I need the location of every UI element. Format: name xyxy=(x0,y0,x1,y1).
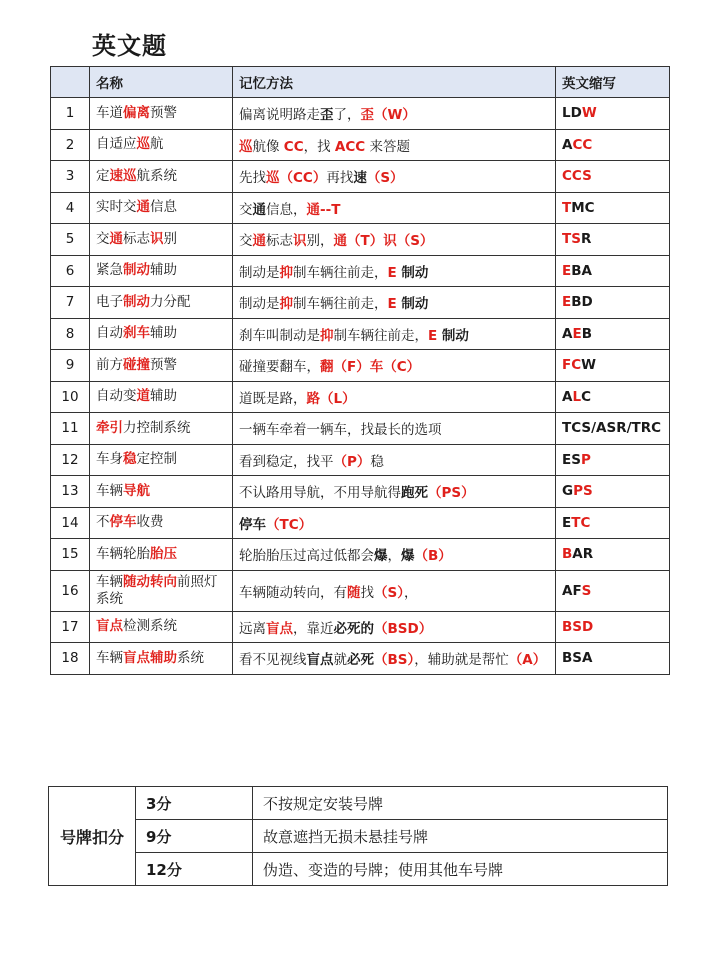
feature-name-seg: 随动转向 xyxy=(123,573,177,590)
feature-name xyxy=(90,539,233,571)
table-row xyxy=(51,161,670,193)
row-number: 18 xyxy=(51,643,90,675)
memory-method xyxy=(233,444,556,476)
feature-name-seg: 车辆 xyxy=(96,482,123,499)
table-row xyxy=(51,287,670,319)
feature-name xyxy=(90,192,233,224)
feature-name xyxy=(90,381,233,413)
header-num xyxy=(51,67,90,98)
row-number: 16 xyxy=(51,570,90,611)
feature-name-seg: 自动变 xyxy=(96,388,137,405)
english-abbreviation-seg: CCS xyxy=(562,168,592,185)
row-number: 7 xyxy=(51,287,90,319)
english-abbreviation-seg: E xyxy=(562,262,572,279)
memory-method xyxy=(233,539,556,571)
english-abbreviation-seg: E xyxy=(572,325,582,342)
english-abbreviation xyxy=(556,98,670,130)
memory-method-seg: 通 xyxy=(252,201,266,218)
table-row xyxy=(51,318,670,350)
penalty-row xyxy=(49,853,668,886)
english-abbreviation xyxy=(556,444,670,476)
feature-name-seg: 别 xyxy=(163,230,177,247)
english-abbreviation-seg: TCS/ASR/TRC xyxy=(562,420,662,437)
row-number: 6 xyxy=(51,255,90,287)
feature-name-seg: 车辆 xyxy=(96,573,123,590)
memory-method-seg: 必死 xyxy=(347,652,374,669)
memory-method xyxy=(233,129,556,161)
memory-method-seg: 制车辆往前走， xyxy=(293,296,388,313)
penalty-points: 9分 xyxy=(136,820,253,853)
memory-method-seg: 制动 xyxy=(437,327,469,344)
memory-method-seg: 爆 xyxy=(374,548,388,565)
memory-method xyxy=(233,224,556,256)
memory-method-seg: （BS） xyxy=(374,652,415,669)
feature-name-seg: 自适应 xyxy=(96,136,137,153)
feature-name xyxy=(90,161,233,193)
english-abbreviation-seg: R xyxy=(580,231,592,248)
penalty-label: 号牌扣分 xyxy=(49,787,136,886)
english-abbreviation-seg: A xyxy=(562,325,573,342)
row-number: 11 xyxy=(51,413,90,445)
table-row xyxy=(51,255,670,287)
memory-method-seg: （P） xyxy=(333,453,371,470)
memory-method-seg: 通 xyxy=(252,233,266,250)
memory-method xyxy=(233,255,556,287)
memory-method-seg: 随 xyxy=(347,584,361,601)
english-abbreviation-seg: C xyxy=(581,388,591,405)
memory-method-seg: 制动是 xyxy=(239,296,280,313)
english-abbreviation xyxy=(556,224,670,256)
abbreviation-table xyxy=(50,66,670,675)
english-abbreviation-seg: AF xyxy=(562,582,582,599)
memory-method-seg: E xyxy=(387,264,397,281)
english-abbreviation-seg: W xyxy=(581,105,597,122)
feature-name-seg: 通 xyxy=(136,199,150,216)
feature-name-seg: 车道 xyxy=(96,104,123,121)
memory-method xyxy=(233,161,556,193)
table-row xyxy=(51,476,670,508)
feature-name xyxy=(90,507,233,539)
feature-name-seg: 自动 xyxy=(96,325,123,342)
memory-method-seg: 停车 xyxy=(239,516,266,533)
feature-name-seg: 稳 xyxy=(123,451,137,468)
feature-name xyxy=(90,318,233,350)
feature-name-seg: 实时交 xyxy=(96,199,137,216)
memory-method-seg: 碰撞要翻车， xyxy=(239,359,320,376)
memory-method-seg: 不认路用导航，不用导航得 xyxy=(239,485,401,502)
feature-name-seg: 盲点辅助 xyxy=(123,649,177,666)
feature-name-seg: 前方 xyxy=(96,356,123,373)
row-number: 14 xyxy=(51,507,90,539)
memory-method-seg: 偏离说明路走 xyxy=(239,107,320,124)
english-abbreviation-seg: TS xyxy=(562,231,581,248)
memory-method-seg: 再找 xyxy=(326,170,354,187)
memory-method-seg: 制车辆往前走， xyxy=(333,327,428,344)
memory-method-seg: 道既是路， xyxy=(239,390,307,407)
feature-name-seg: 识 xyxy=(150,230,164,247)
memory-method-seg: 盲点 xyxy=(266,620,293,637)
memory-method-seg: 制动 xyxy=(396,264,429,281)
feature-name-seg: 辅助 xyxy=(150,325,177,342)
english-abbreviation xyxy=(556,381,670,413)
memory-method-seg: ， xyxy=(403,584,418,601)
memory-method xyxy=(233,381,556,413)
memory-method-seg: 歪（W） xyxy=(360,107,416,124)
memory-method-seg: ， xyxy=(387,548,401,565)
memory-method-seg: 歪 xyxy=(320,107,334,124)
memory-method xyxy=(233,350,556,382)
feature-name-seg: 检测系统 xyxy=(123,618,177,635)
english-abbreviation xyxy=(556,570,670,611)
english-abbreviation-seg: TC xyxy=(571,514,591,531)
english-abbreviation-seg: L xyxy=(572,388,582,405)
feature-name-seg: 偏离 xyxy=(123,104,150,121)
feature-name xyxy=(90,413,233,445)
memory-method xyxy=(233,98,556,130)
feature-name-seg: 不 xyxy=(96,514,110,531)
memory-method-seg: 交 xyxy=(239,233,253,250)
memory-method-seg: 一辆车牵着一辆车，找最长的选项 xyxy=(239,422,442,439)
table-row xyxy=(51,611,670,643)
memory-method-seg: 别， xyxy=(306,233,334,250)
english-abbreviation-seg: LD xyxy=(562,105,582,122)
table-row xyxy=(51,643,670,675)
row-number: 4 xyxy=(51,192,90,224)
memory-method xyxy=(233,570,556,611)
memory-method-seg: （PS） xyxy=(428,485,475,502)
feature-name-seg: 前照灯系统 xyxy=(96,573,218,607)
memory-method-seg: 通（T）识（S） xyxy=(333,233,434,250)
english-abbreviation xyxy=(556,643,670,675)
memory-method xyxy=(233,413,556,445)
table-row xyxy=(51,570,670,611)
memory-method-seg: 抑 xyxy=(279,264,293,281)
english-abbreviation-seg: BA xyxy=(571,262,592,279)
english-abbreviation xyxy=(556,413,670,445)
feature-name xyxy=(90,643,233,675)
feature-name xyxy=(90,476,233,508)
english-abbreviation-seg: T xyxy=(562,199,572,216)
memory-method-seg: （BSD） xyxy=(374,620,433,637)
english-abbreviation xyxy=(556,350,670,382)
feature-name-seg: 定控制 xyxy=(136,451,177,468)
memory-method-seg: 路（L） xyxy=(306,390,356,407)
feature-name-seg: 碰撞 xyxy=(123,356,150,373)
english-abbreviation-seg: MC xyxy=(571,199,595,216)
memory-method-seg: 识 xyxy=(293,233,307,250)
memory-method-seg: E xyxy=(428,327,438,344)
memory-method xyxy=(233,643,556,675)
penalty-row xyxy=(49,787,668,820)
english-abbreviation xyxy=(556,287,670,319)
memory-method-seg: ，靠近 xyxy=(293,620,334,637)
memory-method-seg: 制动是 xyxy=(239,264,280,281)
table-row xyxy=(51,192,670,224)
memory-method-seg: 航像 xyxy=(252,138,284,155)
feature-name-seg: 制动 xyxy=(123,262,150,279)
english-abbreviation xyxy=(556,255,670,287)
memory-method-seg: ，找 xyxy=(303,138,335,155)
english-abbreviation-seg: BSA xyxy=(562,650,593,667)
memory-method-seg: CC xyxy=(283,138,304,155)
memory-method xyxy=(233,507,556,539)
feature-name-seg: 紧急 xyxy=(96,262,123,279)
english-abbreviation-seg: BD xyxy=(571,294,593,311)
feature-name xyxy=(90,611,233,643)
feature-name-seg: 信息 xyxy=(150,199,177,216)
table-row xyxy=(51,413,670,445)
english-abbreviation-seg: W xyxy=(581,357,597,374)
header-memory: 记忆方法 xyxy=(233,67,556,98)
row-number: 10 xyxy=(51,381,90,413)
feature-name-seg: 通 xyxy=(109,230,123,247)
english-abbreviation-seg: S xyxy=(581,582,592,599)
memory-method-seg: 刹车叫制动是 xyxy=(239,327,320,344)
feature-name xyxy=(90,570,233,611)
feature-name-seg: 力控制系统 xyxy=(123,419,191,436)
memory-method-seg: 爆 xyxy=(401,548,415,565)
feature-name-seg: 辅助 xyxy=(150,262,177,279)
feature-name-seg: 辅助 xyxy=(150,388,177,405)
memory-method-seg: 速 xyxy=(353,170,367,187)
table-row xyxy=(51,444,670,476)
feature-name-seg: 速巡 xyxy=(109,167,137,184)
memory-method-seg: （S） xyxy=(366,170,404,187)
table-row xyxy=(51,224,670,256)
english-abbreviation xyxy=(556,318,670,350)
row-number: 8 xyxy=(51,318,90,350)
english-abbreviation-seg: A xyxy=(562,136,573,153)
memory-method-seg: ACC xyxy=(334,138,366,155)
feature-name-seg: 导航 xyxy=(123,482,150,499)
memory-method-seg: 盲点 xyxy=(306,652,334,669)
memory-method xyxy=(233,476,556,508)
row-number: 12 xyxy=(51,444,90,476)
english-abbreviation xyxy=(556,476,670,508)
memory-method-seg: 通--T xyxy=(306,201,341,218)
memory-method-seg: 稳 xyxy=(370,453,384,470)
feature-name-seg: 系统 xyxy=(177,649,204,666)
english-abbreviation xyxy=(556,161,670,193)
memory-method xyxy=(233,192,556,224)
english-abbreviation-seg: PS xyxy=(573,483,593,500)
english-abbreviation-seg: A xyxy=(562,388,573,405)
penalty-row xyxy=(49,820,668,853)
row-number: 2 xyxy=(51,129,90,161)
memory-method-seg: 跑死 xyxy=(401,485,428,502)
memory-method-seg: （A） xyxy=(508,652,547,669)
feature-name-seg: 电子 xyxy=(96,293,123,310)
english-abbreviation-seg: E xyxy=(562,514,572,531)
row-number: 13 xyxy=(51,476,90,508)
memory-method xyxy=(233,318,556,350)
english-abbreviation xyxy=(556,539,670,571)
english-abbreviation xyxy=(556,611,670,643)
feature-name-seg: 盲点 xyxy=(96,618,123,635)
feature-name-seg: 交 xyxy=(96,230,110,247)
penalty-points: 3分 xyxy=(136,787,253,820)
table-row xyxy=(51,98,670,130)
english-abbreviation-seg: ES xyxy=(562,451,581,468)
memory-method-seg: 翻（F）车（C） xyxy=(320,359,421,376)
english-abbreviation-seg: FC xyxy=(562,357,582,374)
memory-method-seg: 标志 xyxy=(266,233,293,250)
feature-name-seg: 航 xyxy=(150,136,164,153)
table-header-row xyxy=(51,67,670,98)
english-abbreviation-seg: E xyxy=(562,294,572,311)
memory-method-seg: 就 xyxy=(333,652,347,669)
feature-name-seg: 车身 xyxy=(96,451,123,468)
feature-name-seg: 道 xyxy=(136,388,150,405)
memory-method-seg: 抑 xyxy=(279,296,293,313)
english-abbreviation-seg: CC xyxy=(572,136,593,153)
memory-method-seg: 制动 xyxy=(396,296,429,313)
memory-method-seg: 看不见视线 xyxy=(239,652,307,669)
memory-method-seg: 远离 xyxy=(239,620,266,637)
memory-method-seg: 车辆随动转向，有 xyxy=(239,584,347,601)
english-abbreviation-seg: B xyxy=(562,546,573,563)
row-number: 1 xyxy=(51,98,90,130)
header-name: 名称 xyxy=(90,67,233,98)
memory-method xyxy=(233,287,556,319)
feature-name-seg: 巡 xyxy=(136,136,150,153)
memory-method-seg: 看到稳定，找平 xyxy=(239,453,334,470)
feature-name xyxy=(90,224,233,256)
row-number: 9 xyxy=(51,350,90,382)
feature-name-seg: 定 xyxy=(96,167,110,184)
memory-method-seg: ，辅助就是帮忙 xyxy=(414,652,509,669)
memory-method-seg: （S） xyxy=(374,584,404,601)
feature-name-seg: 制动 xyxy=(123,293,150,310)
table-row xyxy=(51,129,670,161)
memory-method-seg: 来答题 xyxy=(365,138,410,155)
page-title: 英文题 xyxy=(92,32,167,60)
memory-method-seg: 巡 xyxy=(239,138,253,155)
memory-method-seg: 了， xyxy=(333,107,361,124)
table-row xyxy=(51,507,670,539)
feature-name-seg: 预警 xyxy=(150,356,177,373)
feature-name-seg: 胎压 xyxy=(150,545,177,562)
penalty-description: 伪造、变造的号牌；使用其他车号牌 xyxy=(253,853,668,886)
plate-penalty-table xyxy=(48,786,668,886)
feature-name-seg: 航系统 xyxy=(136,167,177,184)
penalty-description: 不按规定安装号牌 xyxy=(253,787,668,820)
feature-name-seg: 车辆轮胎 xyxy=(96,545,150,562)
memory-method-seg: （TC） xyxy=(266,516,313,533)
table-body xyxy=(51,98,670,675)
feature-name-seg: 停车 xyxy=(109,514,137,531)
english-abbreviation-seg: B xyxy=(581,325,592,342)
english-abbreviation xyxy=(556,507,670,539)
memory-method-seg: 巡（CC） xyxy=(266,170,327,187)
feature-name-seg: 标志 xyxy=(123,230,150,247)
row-number: 17 xyxy=(51,611,90,643)
feature-name-seg: 力分配 xyxy=(150,293,191,310)
english-abbreviation-seg: BSD xyxy=(562,618,594,635)
feature-name xyxy=(90,129,233,161)
row-number: 15 xyxy=(51,539,90,571)
feature-name xyxy=(90,444,233,476)
row-number: 5 xyxy=(51,224,90,256)
feature-name-seg: 刹车 xyxy=(123,325,150,342)
memory-method-seg: 抑 xyxy=(320,327,334,344)
table-row xyxy=(51,350,670,382)
feature-name xyxy=(90,350,233,382)
table-row xyxy=(51,381,670,413)
feature-name-seg: 收费 xyxy=(136,514,164,531)
memory-method-seg: 交 xyxy=(239,201,253,218)
feature-name-seg: 车辆 xyxy=(96,649,123,666)
english-abbreviation xyxy=(556,129,670,161)
table-row xyxy=(51,539,670,571)
feature-name xyxy=(90,255,233,287)
memory-method-seg: E xyxy=(387,296,397,313)
feature-name-seg: 预警 xyxy=(150,104,177,121)
english-abbreviation-seg: P xyxy=(580,451,591,468)
penalty-description: 故意遮挡无损未悬挂号牌 xyxy=(253,820,668,853)
row-number: 3 xyxy=(51,161,90,193)
memory-method-seg: 先找 xyxy=(239,170,266,187)
memory-method-seg: 轮胎胎压过高过低都会 xyxy=(239,548,374,565)
memory-method-seg: 制车辆往前走， xyxy=(293,264,388,281)
english-abbreviation-seg: G xyxy=(562,483,574,500)
memory-method-seg: （B） xyxy=(414,548,452,565)
memory-method xyxy=(233,611,556,643)
memory-method-seg: 信息， xyxy=(266,201,307,218)
memory-method-seg: 找 xyxy=(360,584,374,601)
english-abbreviation-seg: AR xyxy=(572,546,594,563)
english-abbreviation xyxy=(556,192,670,224)
memory-method-seg: 必死的 xyxy=(333,620,374,637)
feature-name xyxy=(90,98,233,130)
feature-name-seg: 牵引 xyxy=(96,419,123,436)
penalty-points: 12分 xyxy=(136,853,253,886)
header-abbr: 英文缩写 xyxy=(556,67,670,98)
feature-name xyxy=(90,287,233,319)
